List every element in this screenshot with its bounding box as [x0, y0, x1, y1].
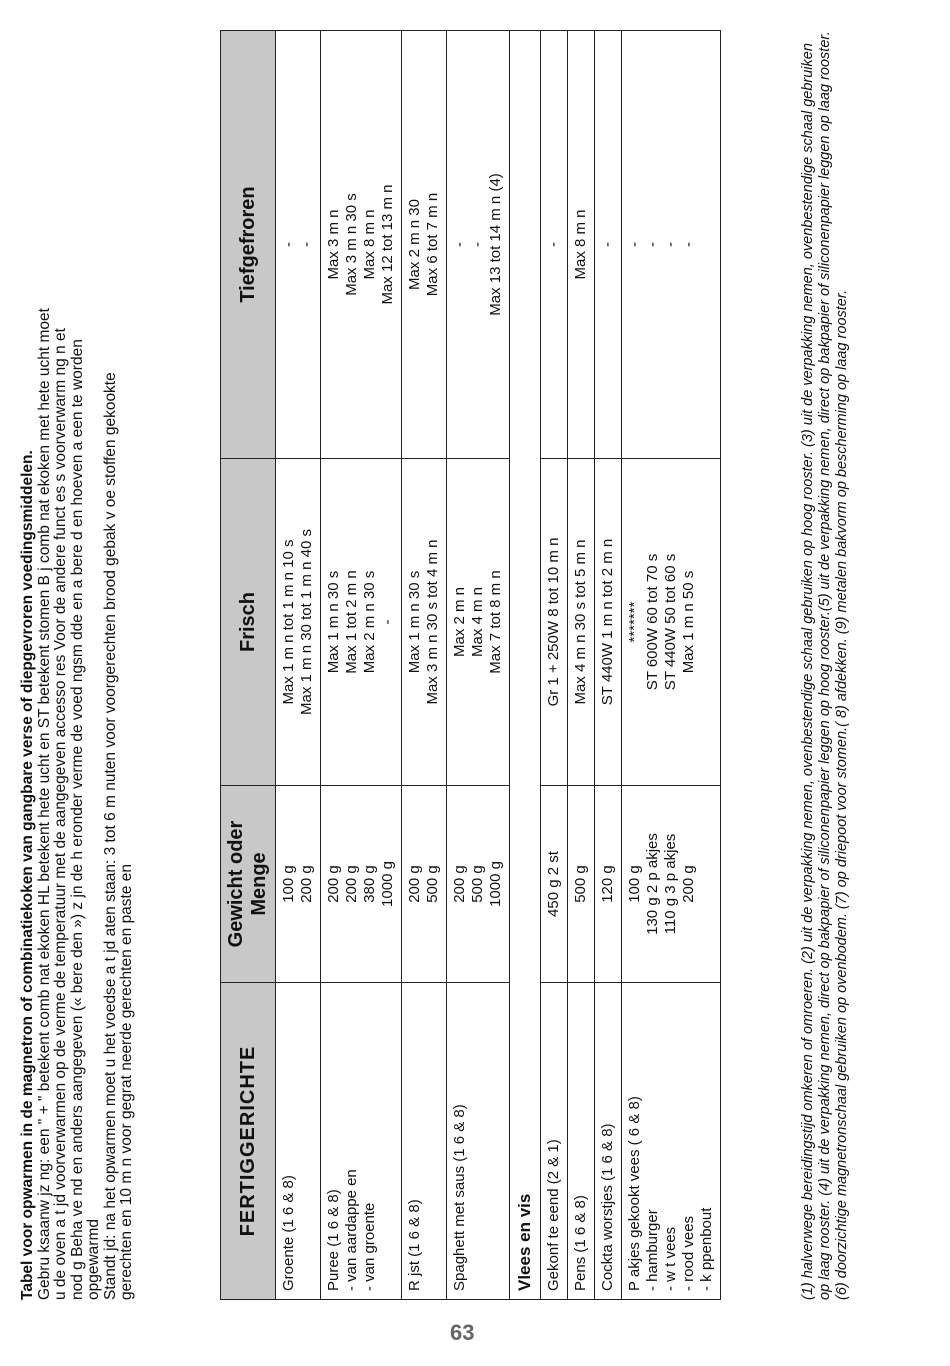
fresh-cell-line: Max 4 m n — [469, 586, 486, 658]
table-row — [276, 31, 321, 1300]
fresh-cell-line: Max 3 m n 30 s tot 4 m n — [424, 539, 441, 705]
frozen-cell — [622, 31, 721, 459]
frozen-cell-line: - — [626, 242, 643, 247]
frozen-cell-line: Max 8 m n — [361, 209, 378, 280]
rotated-page — [20, 0, 920, 1300]
frozen-cell-line: Max 8 m n — [572, 209, 589, 280]
weight-cell — [622, 786, 721, 983]
frozen-cell-line: - — [644, 242, 661, 247]
frozen-cell — [321, 31, 402, 459]
table-row — [321, 31, 402, 1300]
section-label: Vlees en vis — [510, 31, 541, 1300]
table-body — [276, 31, 721, 1300]
fresh-cell — [622, 459, 721, 786]
frozen-cell — [568, 31, 595, 459]
fresh-cell-line: ST 600W 60 tot 70 s — [644, 553, 661, 691]
weight-cell — [321, 786, 402, 983]
fresh-cell — [447, 459, 510, 786]
dish-cell — [541, 983, 568, 1300]
weight-cell-line: 100 g — [280, 865, 297, 903]
dish-cell-line: P akjes gekookt vees ( 6 & 8) — [626, 1096, 643, 1291]
fresh-cell-line: Max 1 m n 50 s — [680, 570, 697, 674]
frozen-cell-line: - — [298, 242, 315, 247]
frozen-cell-line: - — [545, 242, 562, 247]
fresh-cell-line: - — [379, 619, 396, 625]
frozen-cell-line: - — [280, 242, 297, 247]
weight-cell-line: 200 g — [298, 865, 315, 903]
frozen-cell — [595, 31, 622, 459]
dish-cell — [568, 983, 595, 1300]
fresh-cell — [541, 459, 568, 786]
frozen-cell — [541, 31, 568, 459]
dish-cell-line: - rood vees — [680, 1215, 697, 1291]
dish-cell-line: Groente (1 6 & 8) — [280, 1175, 297, 1291]
weight-cell-line: 500 g — [572, 865, 589, 903]
dish-cell — [595, 983, 622, 1300]
dish-cell — [447, 983, 510, 1300]
section-row — [510, 31, 541, 1300]
fresh-cell — [568, 459, 595, 786]
fresh-cell-line: Max 4 m n 30 s tot 5 m n — [572, 539, 589, 705]
frozen-cell — [402, 31, 447, 459]
table-row — [402, 31, 447, 1300]
weight-cell-line: 500 g — [469, 865, 486, 903]
dish-cell — [622, 983, 721, 1300]
fresh-cell-line: Max 2 m n — [451, 586, 468, 658]
dish-cell — [276, 983, 321, 1300]
weight-cell-line: 380 g — [361, 865, 378, 903]
fresh-cell-line: ST 440W 50 tot 60 s — [662, 553, 679, 691]
header-fresh: Frisch — [221, 459, 276, 786]
dish-cell — [321, 983, 402, 1300]
header-weight: Gewicht oder Menge — [221, 786, 276, 983]
frozen-cell-line: Max 3 m n — [325, 209, 342, 280]
frozen-cell-line: - — [680, 242, 697, 247]
frozen-cell-line: Max 6 tot 7 m n — [424, 192, 441, 297]
frozen-cell-line: - — [469, 242, 486, 247]
dish-cell-line: - w t vees — [662, 1226, 679, 1291]
dish-cell-line: Gekonf te eend (2 & 1) — [545, 1139, 562, 1291]
fresh-cell-line: Gr 1 + 250W 8 tot 10 m n — [545, 537, 562, 707]
fresh-cell-line: Max 1 m n 30 s — [406, 570, 423, 674]
dish-cell-line: - van groente — [361, 1202, 378, 1291]
intro-line: u de oven a t jd voorverwarmen op de verme de temperatuur met de aangegeven accesso res Voor de andere funct es s voorverwarm ng n et — [52, 328, 69, 1300]
dish-cell — [402, 983, 447, 1300]
dish-cell-line: R jst (1 6 & 8) — [406, 1199, 423, 1291]
page-number: 63 — [450, 1320, 475, 1345]
frozen-cell-line: Max 3 m n 30 s — [343, 193, 360, 296]
frozen-cell — [276, 31, 321, 459]
reheating-table — [220, 30, 721, 1300]
dish-cell-line: Cockta worstjes (1 6 & 8) — [599, 1123, 616, 1291]
weight-cell-line: 100 g — [626, 865, 643, 903]
fresh-cell-line: Max 7 tot 8 m n — [487, 570, 504, 674]
table-row — [447, 31, 510, 1300]
weight-cell-line: 130 g 2 p akjes — [644, 833, 661, 935]
intro-title: Tabel voor opwarmen in de magnetron of combinatiekoken van gangbare verse of diepgevroren voedingsmiddelen. — [19, 450, 36, 1300]
weight-cell — [447, 786, 510, 983]
dish-cell-line: Pens (1 6 & 8) — [572, 1195, 589, 1291]
frozen-cell — [447, 31, 510, 459]
weight-cell-line: 500 g — [424, 865, 441, 903]
fresh-cell — [321, 459, 402, 786]
weight-cell-line: 450 g 2 st — [545, 851, 562, 917]
intro-line: Gebru ksaanw jz ng: een " + " betekent comb nat ekoken HL betekent hete ucht en ST betekent stomen B j comb nat ekoken met hete ucht moet — [35, 308, 53, 1300]
frozen-cell-line: Max 2 m n 30 — [406, 199, 423, 290]
intro-text — [20, 10, 136, 1300]
dish-cell-line: Puree (1 6 & 8) — [325, 1189, 342, 1291]
dish-cell-line: - hamburger — [644, 1209, 661, 1291]
table-row — [568, 31, 595, 1300]
weight-cell — [595, 786, 622, 983]
weight-cell-line: 200 g — [451, 865, 468, 903]
fresh-cell-line: Max 1 tot 2 m n — [343, 570, 360, 674]
fresh-cell-line: Max 2 m n 30 s — [361, 570, 378, 674]
frozen-cell-line: Max 13 tot 14 m n (4) — [487, 173, 504, 316]
intro-line: Standt jd: na het opwarmen moet u het voedse a t jd aten staan: 3 tot 6 m nuten voor voorgerechten brood gebak v oe stoffen gekookte — [101, 372, 119, 1300]
table-header-row — [221, 31, 276, 1300]
weight-cell-line: 200 g — [325, 865, 342, 903]
fresh-cell — [595, 459, 622, 786]
fresh-cell-line: ST 440W 1 m n tot 2 m n — [599, 538, 616, 706]
weight-cell-line: 200 g — [343, 865, 360, 903]
weight-cell — [402, 786, 447, 983]
weight-cell-line: 200 g — [680, 865, 697, 903]
fresh-cell-line: Max 1 m n 30 tot 1 m n 40 s — [298, 529, 315, 715]
weight-cell — [568, 786, 595, 983]
fresh-cell-line: Max 1 m n 30 s — [325, 570, 342, 674]
frozen-cell-line: Max 12 tot 13 m n — [379, 184, 396, 305]
weight-cell-line: 110 g 3 p akjes — [662, 833, 679, 935]
table-row — [622, 31, 721, 1300]
weight-cell — [541, 786, 568, 983]
table-row — [541, 31, 568, 1300]
intro-line: nod g Beha ve nd en anders aangegeven (« bere den ») z jn de h eronder verme de voed ngsm dde en a bere d en hoeven a een te worden — [68, 339, 86, 1300]
intro-line: opgewarmd — [85, 1219, 102, 1300]
header-dish: FERTIGGERICHTE — [221, 983, 276, 1300]
weight-cell — [276, 786, 321, 983]
weight-cell-line: 200 g — [406, 865, 423, 903]
intro-line: gerechten en 10 m n voor gegrat neerde gerechten en paste en — [118, 863, 135, 1300]
table-row — [595, 31, 622, 1300]
fresh-cell-line: Max 1 m n tot 1 m n 10 s — [280, 539, 297, 705]
fresh-cell — [276, 459, 321, 786]
dish-cell-line: - k ppenbout — [698, 1207, 715, 1291]
frozen-cell-line: - — [451, 242, 468, 247]
dish-cell-line: Spaghett met saus (1 6 & 8) — [451, 1104, 468, 1291]
weight-cell-line: 1000 g — [379, 861, 396, 907]
weight-cell-line: 1000 g — [487, 861, 504, 907]
header-frozen: Tiefgefroren — [221, 31, 276, 459]
weight-cell-line: 120 g — [599, 865, 616, 903]
footnotes: (1) halverwege bereidingstijd omkeren of omroeren. (2) uit de verpakking nemen, ovenbestendige schaal gebruiken op hoog rooster. (3) uit de verpakking nemen, ovenbestendige schaal gebruiken op laag rooster. (4) uit de verpakking nemen, direct op bakpapier of siliconenpapier leggen op hoog rooster.(5) uit de verpakking nemen, direct op bakpapier of siliconenpapier leggen op laag rooster. (6) doorzichtige magnetronschaal gebruiken op ovenbodem. (7) op driepoot voor stomen.( 8) afdekken. (9) metalen bakvorm op bescherming op laag rooster. — [800, 31, 850, 1300]
fresh-cell-line: ******* — [626, 601, 643, 643]
fresh-cell — [402, 459, 447, 786]
frozen-cell-line: - — [662, 242, 679, 247]
dish-cell-line: - van aardappe en — [343, 1169, 360, 1291]
frozen-cell-line: - — [599, 242, 616, 247]
